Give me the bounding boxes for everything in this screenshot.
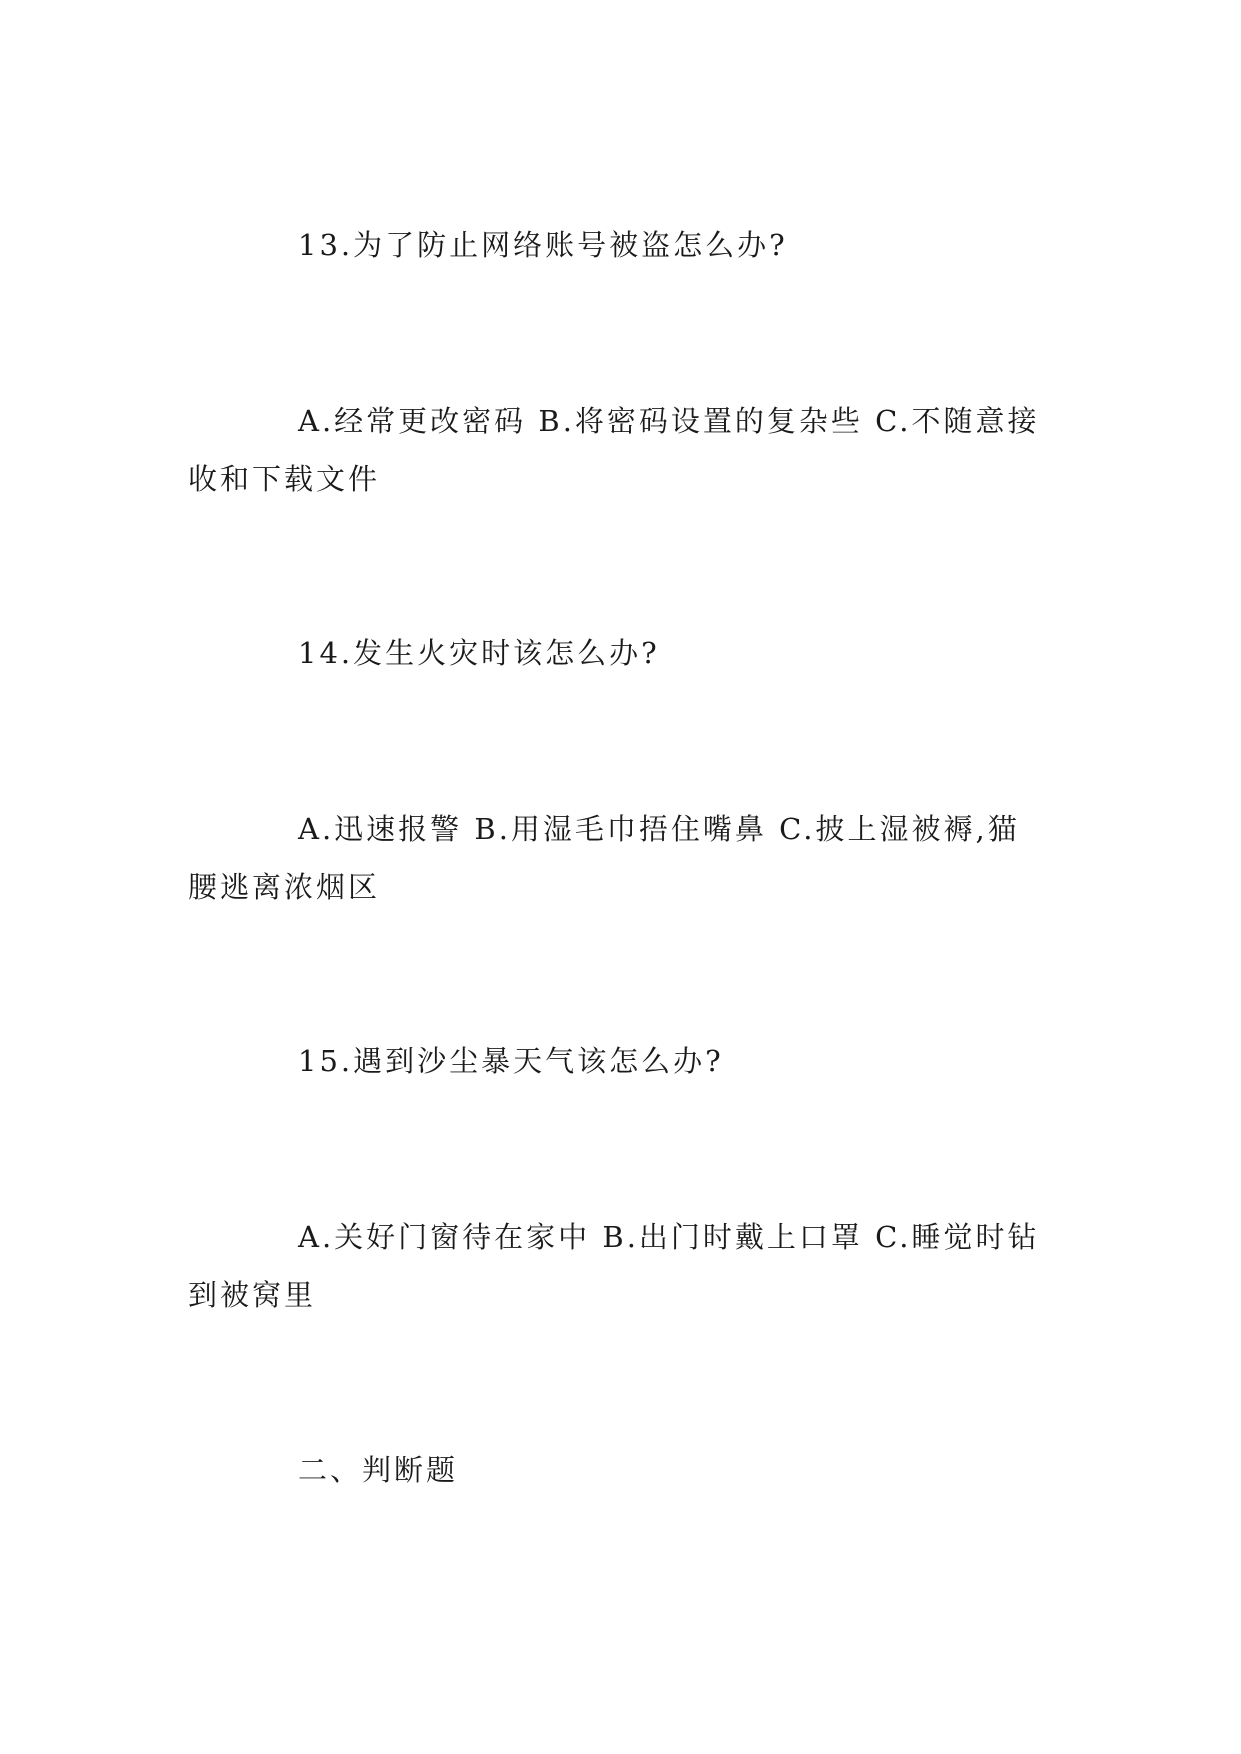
question-15-options: A.关好门窗待在家中 B.出门时戴上口罩 C.睡觉时钻到被窝里 <box>188 1220 1040 1312</box>
question-14: 14.发生火灾时该怎么办? <box>298 636 660 670</box>
question-14-options: A.迅速报警 B.用湿毛巾捂住嘴鼻 C.披上湿被褥,猫腰逃离浓烟区 <box>188 812 1020 904</box>
section-heading-true-false: 二、判断题 <box>298 1453 459 1487</box>
question-15: 15.遇到沙尘暴天气该怎么办? <box>298 1044 724 1078</box>
question-13-options: A.经常更改密码 B.将密码设置的复杂些 C.不随意接收和下载文件 <box>188 404 1040 496</box>
question-13: 13.为了防止网络账号被盗怎么办? <box>298 228 788 262</box>
